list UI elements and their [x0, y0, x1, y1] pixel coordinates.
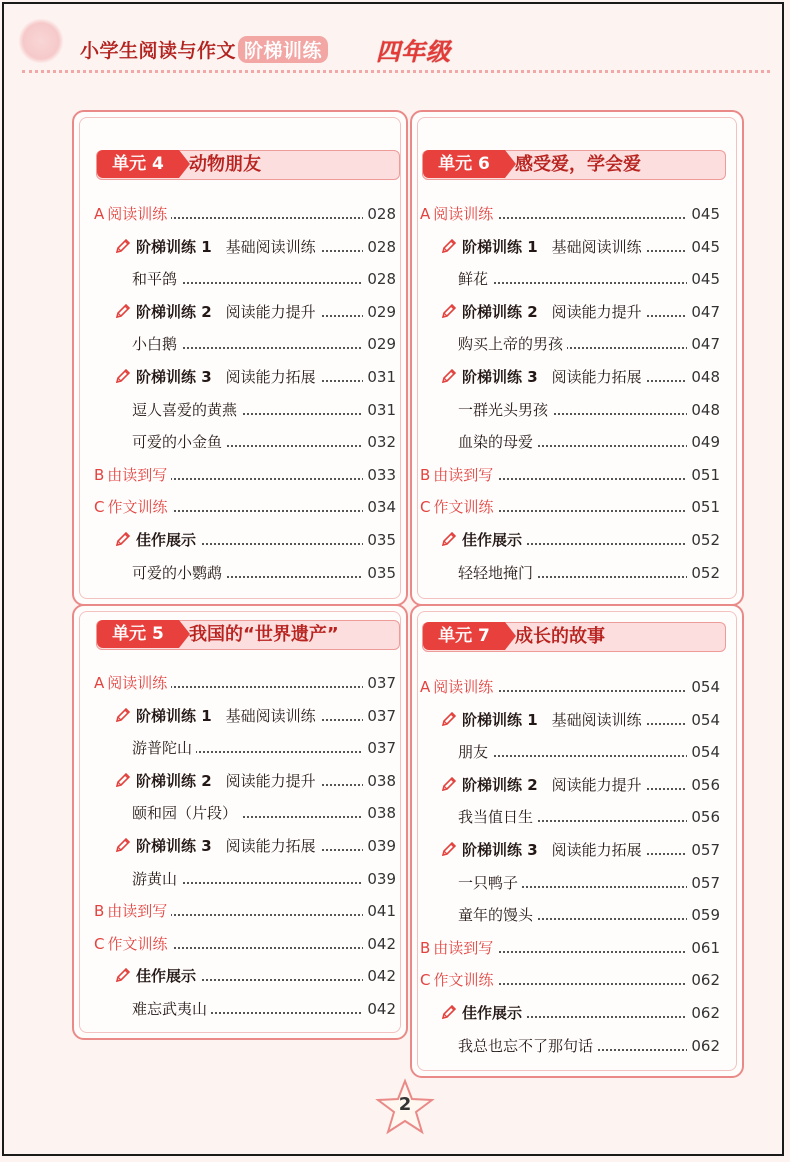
flower-decoration-icon	[18, 18, 64, 64]
section-title: 作文训练	[107, 934, 168, 953]
training-title: 阶梯训练 2	[136, 771, 212, 790]
toc-page-number: 034	[363, 496, 396, 518]
article-title: 逗人喜爱的黄燕	[132, 400, 238, 419]
toc-training-row	[440, 529, 720, 551]
pencil-icon	[440, 367, 458, 385]
toc-section-row	[94, 464, 396, 486]
toc-page-number: 056	[687, 774, 720, 796]
toc-section-row	[420, 676, 720, 698]
toc-entry-label	[458, 333, 567, 355]
pencil-icon	[440, 775, 458, 793]
toc-article-row	[458, 333, 720, 355]
toc-entry-label	[458, 431, 537, 453]
page-header	[0, 0, 790, 74]
training-title: 阶梯训练 3	[462, 368, 538, 386]
toc-entry-label	[458, 399, 552, 421]
toc-page-number: 035	[363, 529, 396, 551]
pencil-icon	[114, 771, 132, 789]
toc-page-number: 056	[687, 806, 720, 828]
toc-training-row	[440, 774, 720, 796]
training-subtitle: 阅读能力拓展	[225, 837, 316, 855]
book-title	[80, 36, 328, 63]
toc-page-number: 028	[363, 268, 396, 290]
toc-page-number: 062	[687, 969, 720, 991]
section-letter: C	[94, 934, 105, 953]
toc-article-row	[458, 562, 720, 584]
toc-article-row	[458, 431, 720, 453]
toc-page-number: 028	[363, 203, 396, 225]
toc-page-number: 028	[363, 236, 396, 258]
training-title: 阶梯训练 1	[136, 706, 212, 725]
book-title-highlight: 阶梯训练	[238, 36, 328, 63]
toc-entry-label	[94, 496, 172, 518]
toc-section-row	[94, 496, 396, 518]
section-title: 阅读训练	[107, 674, 168, 692]
section-title: 作文训练	[107, 498, 168, 517]
toc-page-number: 062	[687, 1002, 720, 1024]
toc-section-row	[94, 900, 396, 922]
toc-entry-label	[458, 904, 537, 926]
dot-leader	[458, 282, 720, 284]
training-subtitle: 阅读能力拓展	[551, 841, 642, 859]
section-letter: C	[420, 498, 431, 517]
training-title: 佳作展示	[462, 531, 523, 549]
toc-entry-label	[420, 937, 497, 959]
toc-training-row	[114, 236, 396, 258]
pencil-icon	[114, 706, 132, 724]
toc-section-row	[420, 464, 720, 486]
section-title: 作文训练	[433, 498, 494, 517]
article-title: 朋友	[458, 743, 489, 762]
toc-page-number: 047	[687, 301, 720, 323]
toc-section-row	[420, 496, 720, 518]
article-title: 一群光头男孩	[458, 400, 549, 419]
section-letter: B	[94, 902, 105, 921]
toc-article-row	[132, 399, 396, 421]
toc-page-number: 042	[363, 933, 396, 955]
toc-entry-label	[458, 741, 492, 763]
article-title: 可爱的小金鱼	[132, 433, 223, 452]
toc-entry-label	[132, 737, 196, 759]
article-title: 一只鸭子	[458, 873, 519, 892]
section-title: 由读到写	[107, 902, 168, 921]
article-title: 和平鸽	[132, 270, 178, 289]
toc-training-row	[114, 965, 396, 987]
toc-page-number: 057	[687, 872, 720, 894]
training-subtitle: 基础阅读训练	[551, 237, 642, 256]
toc-page-number: 038	[363, 770, 396, 792]
toc-page-number: 061	[687, 937, 720, 959]
toc-article-row	[458, 399, 720, 421]
training-subtitle: 基础阅读训练	[551, 710, 642, 729]
toc-training-row	[440, 1002, 720, 1024]
toc-page-number: 035	[363, 562, 396, 584]
toc-page-number: 029	[363, 333, 396, 355]
section-title: 由读到写	[433, 465, 494, 484]
toc-article-row	[458, 741, 720, 763]
toc-page-number: 045	[687, 203, 720, 225]
section-letter: C	[420, 971, 431, 990]
unit-title: 动物朋友	[189, 154, 261, 175]
toc-training-row	[440, 301, 720, 323]
section-letter: B	[420, 938, 431, 957]
toc-page-number: 051	[687, 496, 720, 518]
toc-entry-label	[132, 268, 181, 290]
toc-page-number: 041	[363, 900, 396, 922]
section-title: 由读到写	[107, 465, 168, 484]
section-title: 作文训练	[433, 971, 494, 990]
article-title: 颐和园（片段）	[132, 804, 238, 823]
training-title: 阶梯训练 1	[462, 237, 538, 256]
toc-entry-label	[420, 676, 497, 698]
article-title: 游普陀山	[132, 739, 193, 758]
toc-page-number: 033	[363, 464, 396, 486]
toc-page-number: 054	[687, 709, 720, 731]
unit-header	[96, 150, 400, 180]
toc-entry-label	[420, 464, 497, 486]
toc-page-number: 054	[687, 676, 720, 698]
toc-entry-label	[94, 672, 171, 694]
pencil-icon	[114, 367, 132, 385]
training-title: 阶梯训练 2	[136, 302, 212, 321]
training-title: 阶梯训练 3	[136, 368, 212, 386]
toc-page-number: 039	[363, 868, 396, 890]
training-subtitle: 阅读能力拓展	[551, 368, 642, 386]
toc-entry-label	[94, 933, 172, 955]
section-letter: A	[420, 205, 431, 223]
toc-entry-label	[440, 236, 646, 258]
toc-entry-label	[420, 969, 498, 991]
training-title: 阶梯训练 1	[462, 710, 538, 729]
section-title: 阅读训练	[433, 678, 494, 696]
toc-page-number: 039	[363, 835, 396, 857]
toc-article-row	[132, 998, 396, 1020]
article-title: 我当值日生	[458, 808, 534, 827]
toc-entry-label	[458, 806, 537, 828]
toc-page-number: 057	[687, 839, 720, 861]
toc-page-number: 052	[687, 562, 720, 584]
toc-entry-label	[440, 366, 646, 388]
unit-header	[96, 620, 400, 650]
toc-page-number: 054	[687, 741, 720, 763]
toc-entry-label	[440, 529, 526, 551]
toc-article-row	[132, 333, 396, 355]
toc-page-number: 049	[687, 431, 720, 453]
section-letter: A	[420, 678, 431, 696]
toc-article-row	[458, 806, 720, 828]
training-title: 阶梯训练 2	[462, 775, 538, 794]
pencil-icon	[114, 966, 132, 984]
toc-entry-label	[132, 399, 241, 421]
toc-page-number: 042	[363, 965, 396, 987]
training-subtitle: 阅读能力拓展	[225, 368, 316, 386]
toc-entry-label	[114, 236, 320, 258]
article-title: 难忘武夷山	[132, 1000, 208, 1018]
toc-entry-label	[132, 868, 181, 890]
toc-page-number: 052	[687, 529, 720, 551]
pencil-icon	[114, 530, 132, 548]
toc-section-row	[94, 203, 396, 225]
pencil-icon	[114, 302, 132, 320]
pencil-icon	[440, 710, 458, 728]
training-title: 佳作展示	[136, 967, 197, 986]
toc-page-number: 032	[363, 431, 396, 453]
unit-number: 单元 6	[423, 150, 505, 178]
section-letter: C	[94, 498, 105, 517]
toc-entry-label	[114, 529, 200, 551]
toc-entry-label	[132, 802, 241, 824]
toc-article-row	[132, 802, 396, 824]
toc-section-row	[420, 203, 720, 225]
training-subtitle: 阅读能力提升	[225, 771, 316, 790]
toc-entry-label	[420, 203, 497, 225]
toc-section-row	[420, 969, 720, 991]
dot-leader	[458, 755, 720, 757]
toc-section-row	[94, 672, 396, 694]
toc-page-number: 031	[363, 366, 396, 388]
unit-header	[422, 622, 726, 652]
toc-entry-label	[132, 431, 226, 453]
book-title-main: 小学生阅读与作文	[80, 40, 237, 62]
toc-page-number: 048	[687, 399, 720, 421]
training-subtitle: 基础阅读训练	[225, 706, 316, 725]
toc-section-row	[420, 937, 720, 959]
toc-article-row	[132, 431, 396, 453]
toc-entry-label	[132, 998, 211, 1020]
toc-page-number: 047	[687, 333, 720, 355]
toc-entry-label	[458, 268, 492, 290]
toc-article-row	[132, 868, 396, 890]
toc-page-number: 037	[363, 705, 396, 727]
article-title: 小白鹅	[132, 335, 178, 354]
toc-page-number: 051	[687, 464, 720, 486]
toc-entry-label	[440, 709, 646, 731]
article-title: 鲜花	[458, 270, 489, 289]
pencil-icon	[440, 302, 458, 320]
training-subtitle: 阅读能力提升	[551, 775, 642, 794]
toc-training-row	[114, 770, 396, 792]
toc-page-number: 048	[687, 366, 720, 388]
toc-entry-label	[114, 835, 320, 857]
unit-title: 成长的故事	[515, 626, 605, 647]
toc-article-row	[132, 562, 396, 584]
toc-training-row	[440, 839, 720, 861]
pencil-icon	[440, 1003, 458, 1021]
training-title: 阶梯训练 2	[462, 302, 538, 321]
toc-entry-label	[458, 872, 522, 894]
training-title: 阶梯训练 1	[136, 237, 212, 256]
unit-number: 单元 4	[97, 150, 179, 178]
training-subtitle: 基础阅读训练	[225, 237, 316, 256]
toc-entry-label	[114, 965, 200, 987]
pencil-icon	[440, 840, 458, 858]
toc-training-row	[440, 366, 720, 388]
training-title: 佳作展示	[136, 531, 197, 549]
toc-page-number: 038	[363, 802, 396, 824]
toc-page-number: 031	[363, 399, 396, 421]
toc-page-number: 062	[687, 1035, 720, 1057]
toc-entry-label	[114, 301, 320, 323]
toc-entry-label	[114, 705, 320, 727]
toc-page-number: 045	[687, 236, 720, 258]
article-title: 童年的馒头	[458, 906, 534, 925]
toc-article-row	[458, 904, 720, 926]
unit-title: 感受爱，学会爱	[515, 154, 641, 175]
training-title: 佳作展示	[462, 1004, 523, 1022]
pencil-icon	[114, 836, 132, 854]
article-title: 血染的母爱	[458, 433, 534, 452]
toc-training-row	[114, 529, 396, 551]
toc-article-row	[132, 737, 396, 759]
training-title: 阶梯训练 3	[462, 841, 538, 859]
toc-entry-label	[132, 562, 226, 584]
toc-article-row	[458, 872, 720, 894]
toc-training-row	[440, 709, 720, 731]
toc-training-row	[114, 301, 396, 323]
toc-page-number: 042	[363, 998, 396, 1020]
section-title: 由读到写	[433, 938, 494, 957]
toc-entry-label	[94, 203, 171, 225]
toc-training-row	[114, 366, 396, 388]
toc-page-number: 037	[363, 672, 396, 694]
toc-entry-label	[94, 900, 171, 922]
article-title: 可爱的小鹦鹉	[132, 563, 223, 582]
page-number: 2	[398, 1094, 412, 1115]
toc-page-number: 029	[363, 301, 396, 323]
section-letter: A	[94, 205, 105, 223]
unit-title: 我国的“世界遗产”	[189, 624, 339, 645]
pencil-icon	[440, 530, 458, 548]
training-title: 阶梯训练 3	[136, 837, 212, 855]
training-subtitle: 阅读能力提升	[551, 302, 642, 321]
toc-entry-label	[114, 366, 320, 388]
toc-entry-label	[458, 562, 537, 584]
article-title: 我总也忘不了那句话	[458, 1036, 594, 1055]
toc-entry-label	[440, 774, 646, 796]
toc-training-row	[114, 835, 396, 857]
section-title: 阅读训练	[433, 205, 494, 223]
pencil-icon	[440, 237, 458, 255]
toc-entry-label	[94, 464, 171, 486]
article-title: 游黄山	[132, 869, 178, 888]
toc-article-row	[458, 1035, 720, 1057]
section-letter: B	[94, 465, 105, 484]
toc-entry-label	[132, 333, 181, 355]
article-title: 购买上帝的男孩	[458, 335, 564, 354]
toc-entry-label	[440, 301, 646, 323]
section-letter: A	[94, 674, 105, 692]
section-title: 阅读训练	[107, 205, 168, 223]
unit-header	[422, 150, 726, 180]
grade-label: 四年级	[376, 38, 451, 66]
toc-article-row	[458, 268, 720, 290]
toc-entry-label	[440, 839, 646, 861]
unit-number: 单元 7	[423, 622, 505, 650]
header-divider	[22, 70, 770, 73]
toc-entry-label	[440, 1002, 526, 1024]
toc-page-number: 059	[687, 904, 720, 926]
toc-entry-label	[114, 770, 320, 792]
pencil-icon	[114, 237, 132, 255]
section-letter: B	[420, 465, 431, 484]
toc-page-number: 037	[363, 737, 396, 759]
toc-entry-label	[458, 1035, 597, 1057]
toc-training-row	[114, 705, 396, 727]
article-title: 轻轻地掩门	[458, 563, 534, 582]
toc-article-row	[132, 268, 396, 290]
toc-entry-label	[420, 496, 498, 518]
toc-section-row	[94, 933, 396, 955]
toc-page-number: 045	[687, 268, 720, 290]
training-subtitle: 阅读能力提升	[225, 302, 316, 321]
toc-training-row	[440, 236, 720, 258]
unit-number: 单元 5	[97, 620, 179, 648]
